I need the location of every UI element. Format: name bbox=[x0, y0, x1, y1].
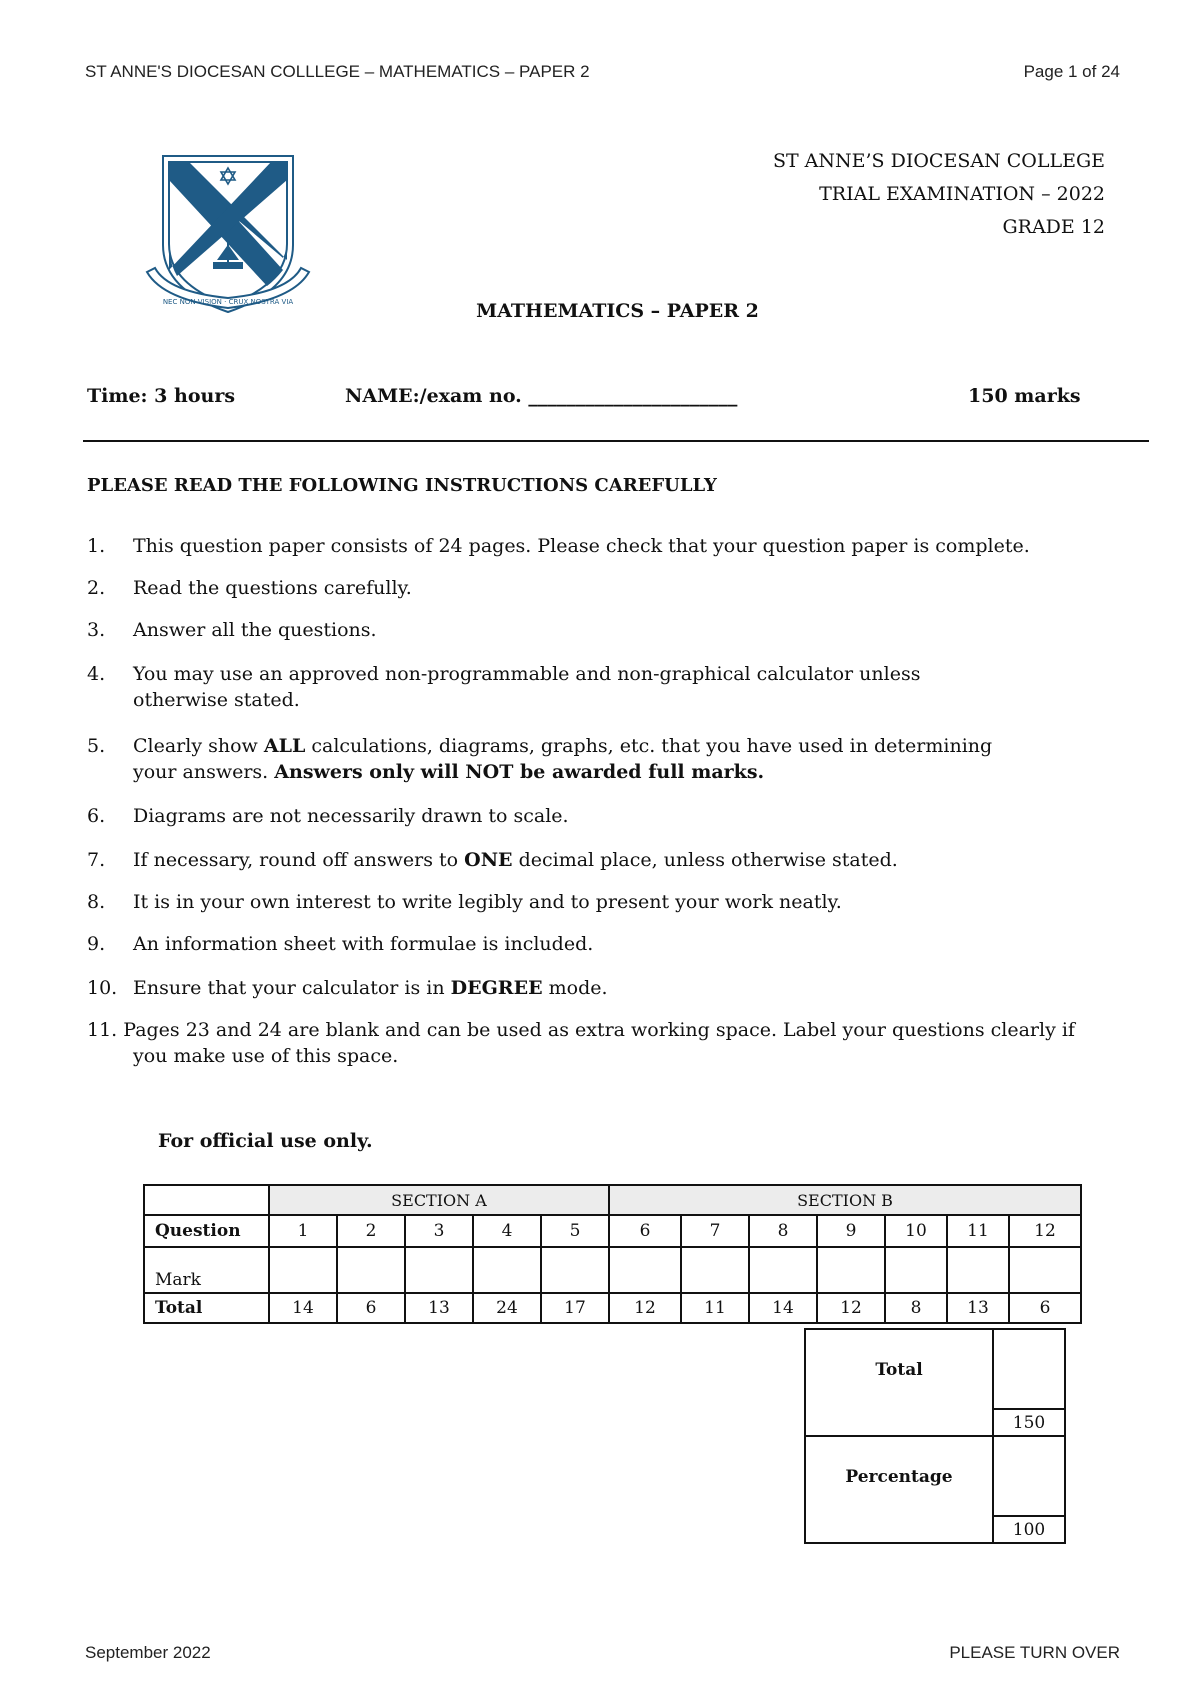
max-mark: 6 bbox=[337, 1293, 405, 1323]
question-number: 7 bbox=[681, 1215, 749, 1247]
instruction-item: 3. Answer all the questions. bbox=[87, 619, 377, 641]
marks-table bbox=[143, 1184, 1082, 1324]
max-mark: 11 bbox=[681, 1293, 749, 1323]
max-mark: 8 bbox=[885, 1293, 947, 1323]
percentage-label: Percentage bbox=[805, 1436, 993, 1543]
max-mark: 6 bbox=[1009, 1293, 1081, 1323]
paper-title: MATHEMATICS – PAPER 2 bbox=[476, 300, 759, 322]
mark-cell[interactable] bbox=[337, 1247, 405, 1293]
instruction-item: 8. It is in your own interest to write legibly and to present your work neatly. bbox=[87, 891, 842, 913]
section-b-header: SECTION B bbox=[609, 1185, 1081, 1215]
total-score-cell[interactable] bbox=[993, 1329, 1065, 1409]
footer-date: September 2022 bbox=[85, 1643, 211, 1662]
max-mark: 13 bbox=[947, 1293, 1009, 1323]
max-mark: 12 bbox=[817, 1293, 885, 1323]
instruction-item: 2. Read the questions carefully. bbox=[87, 577, 412, 599]
page-number: Page 1 of 24 bbox=[1023, 62, 1120, 81]
exam-name: TRIAL EXAMINATION – 2022 bbox=[819, 183, 1105, 205]
question-number: 1 bbox=[269, 1215, 337, 1247]
total-marks: 150 marks bbox=[968, 385, 1081, 407]
max-mark: 12 bbox=[609, 1293, 681, 1323]
max-mark: 14 bbox=[269, 1293, 337, 1323]
question-number: 9 bbox=[817, 1215, 885, 1247]
question-number: 10 bbox=[885, 1215, 947, 1247]
mark-cell[interactable] bbox=[405, 1247, 473, 1293]
instruction-item: 1. This question paper consists of 24 pages. Please check that your question paper is complete. bbox=[87, 535, 1030, 557]
mark-cell[interactable] bbox=[541, 1247, 609, 1293]
mark-row-label: Mark bbox=[144, 1247, 269, 1293]
question-number: 6 bbox=[609, 1215, 681, 1247]
mark-cell[interactable] bbox=[885, 1247, 947, 1293]
mark-cell[interactable] bbox=[473, 1247, 541, 1293]
time-allowed: Time: 3 hours bbox=[87, 385, 236, 407]
crest-icon bbox=[143, 150, 313, 320]
question-number: 11 bbox=[947, 1215, 1009, 1247]
instruction-item: 6. Diagrams are not necessarily drawn to scale. bbox=[87, 805, 569, 827]
percentage-max: 100 bbox=[993, 1516, 1065, 1543]
total-max: 150 bbox=[993, 1409, 1065, 1436]
instructions-heading: PLEASE READ THE FOLLOWING INSTRUCTIONS CAREFULLY bbox=[87, 475, 717, 496]
max-mark: 17 bbox=[541, 1293, 609, 1323]
mark-cell[interactable] bbox=[947, 1247, 1009, 1293]
total-label: Total bbox=[805, 1329, 993, 1436]
mark-cell[interactable] bbox=[609, 1247, 681, 1293]
question-number: 2 bbox=[337, 1215, 405, 1247]
footer-turn-over: PLEASE TURN OVER bbox=[949, 1643, 1120, 1662]
instruction-item: 10. Ensure that your calculator is in DEGREE mode. bbox=[87, 977, 608, 999]
percentage-score-cell[interactable] bbox=[993, 1436, 1065, 1516]
instruction-item: 11. Pages 23 and 24 are blank and can be used as extra working space. Label your questions clearly if you make use of this space. bbox=[87, 1019, 1075, 1067]
mark-cell[interactable] bbox=[269, 1247, 337, 1293]
running-header-title: ST ANNE'S DIOCESAN COLLLEGE – MATHEMATICS – PAPER 2 bbox=[85, 62, 590, 81]
mark-cell[interactable] bbox=[1009, 1247, 1081, 1293]
school-crest-logo bbox=[143, 150, 313, 320]
name-field[interactable]: NAME:/exam no. ______________________ bbox=[345, 385, 738, 407]
svg-text:NEC NON VISION · CRUX NOSTRA V: NEC NON VISION · CRUX NOSTRA VIA bbox=[162, 298, 294, 306]
question-number: 8 bbox=[749, 1215, 817, 1247]
section-a-header: SECTION A bbox=[269, 1185, 609, 1215]
max-mark: 24 bbox=[473, 1293, 541, 1323]
mark-cell[interactable] bbox=[817, 1247, 885, 1293]
question-number: 5 bbox=[541, 1215, 609, 1247]
question-row-label: Question bbox=[144, 1215, 269, 1247]
grade: GRADE 12 bbox=[1002, 216, 1105, 238]
max-mark: 14 bbox=[749, 1293, 817, 1323]
mark-cell[interactable] bbox=[681, 1247, 749, 1293]
summary-table bbox=[804, 1328, 1066, 1544]
max-mark: 13 bbox=[405, 1293, 473, 1323]
question-number: 4 bbox=[473, 1215, 541, 1247]
mark-cell[interactable] bbox=[749, 1247, 817, 1293]
total-row-label: Total bbox=[144, 1293, 269, 1323]
question-number: 12 bbox=[1009, 1215, 1081, 1247]
school-name: ST ANNE’S DIOCESAN COLLEGE bbox=[772, 150, 1105, 172]
official-use-label: For official use only. bbox=[158, 1130, 373, 1152]
instruction-item: 5. Clearly show ALL calculations, diagrams, graphs, etc. that you have used in determining your answers. Answers only will NOT be awarded full marks. bbox=[87, 735, 993, 783]
question-number: 3 bbox=[405, 1215, 473, 1247]
title-block bbox=[773, 145, 1105, 244]
instruction-item: 9. An information sheet with formulae is included. bbox=[87, 933, 594, 955]
instruction-item: 4. You may use an approved non-programmable and non-graphical calculator unless otherwise stated. bbox=[87, 663, 921, 711]
divider bbox=[83, 440, 1149, 442]
instruction-item: 7. If necessary, round off answers to ONE decimal place, unless otherwise stated. bbox=[87, 849, 898, 871]
